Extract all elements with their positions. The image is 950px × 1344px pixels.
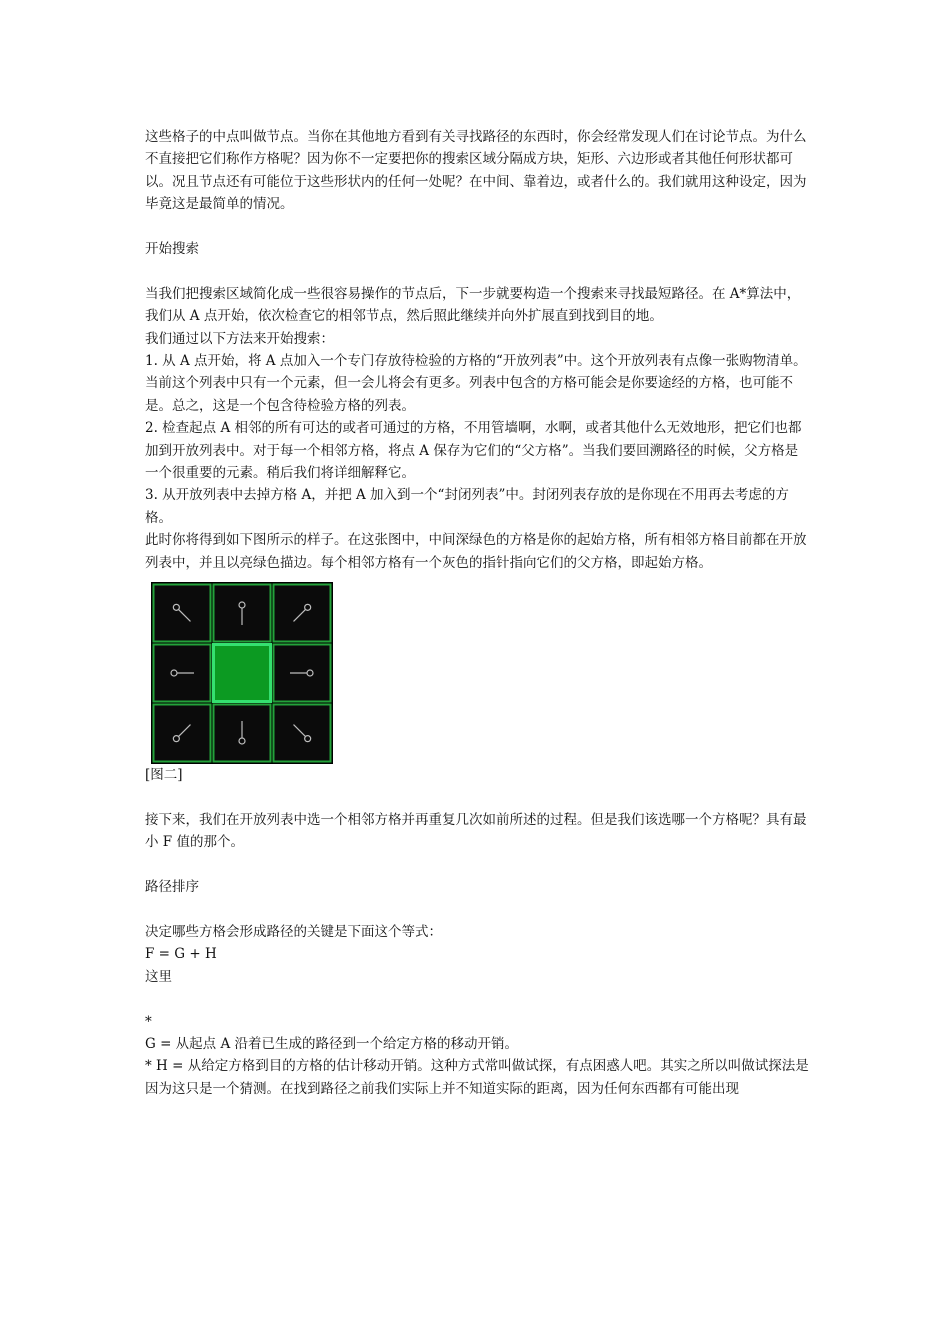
cell-start: [214, 645, 271, 702]
g-definition: G = 从起点 A 沿着已生成的路径到一个给定方格的移动开销。: [145, 1035, 519, 1052]
cell-bottom-left: [154, 705, 211, 762]
paragraph-method-intro: 我们通过以下方法来开始搜索：: [145, 330, 334, 347]
cell-bottom-right: [274, 705, 331, 762]
document-page: [145, 126, 810, 1100]
heading-path-scoring: 路径排序: [145, 879, 199, 896]
cell-left: [154, 645, 211, 702]
heading-start-search: 开始搜索: [145, 241, 199, 258]
cell-top-left: [154, 585, 211, 642]
grid-svg: [151, 582, 333, 764]
h-definition: * H = 从给定方格到目的方格的估计移动开销。这种方式常叫做试探，有点困惑人吧。其实之所以叫做试探法是因为这只是一个猜测。在找到路径之前我们实际上并不知道实际的距离，因为任何东西都有可能出现: [145, 1058, 809, 1097]
cell-top-right: [274, 585, 331, 642]
grid-figure: [151, 582, 333, 764]
step-3: 3. 从开放列表中去掉方格 A，并把 A 加入到一个“封闭列表”中。封闭列表存放的是你现在不用再去考虑的方格。: [145, 487, 789, 526]
paragraph-next-step: 接下来，我们在开放列表中选一个相邻方格并再重复几次如前所述的过程。但是我们该选哪一个方格呢？具有最小 F 值的那个。: [145, 811, 807, 851]
formula: F = G + H: [145, 946, 217, 963]
paragraph-nodes: 这些格子的中点叫做节点。当你在其他地方看到有关寻找路径的东西时，你会经常发现人们在讨论节点。为什么不直接把它们称作方格呢？因为你不一定要把你的搜索区域分隔成方块，矩形、六边形或者其他任何形状都可以。况且节点还有可能位于这些形状内的任何一处呢？在中间、靠着边，或者什么的。我们就用这种设定，因为毕竟这是最简单的情况。: [145, 129, 807, 213]
paragraph-search-intro: 当我们把搜索区域简化成一些很容易操作的节点后，下一步就要构造一个搜索来寻找最短路径。在 A*算法中，我们从 A 点开始，依次检查它的相邻节点，然后照此继续并向外扩展直到找到目的地。: [145, 285, 801, 325]
paragraph-formula-intro: 决定哪些方格会形成路径的关键是下面这个等式：: [145, 923, 442, 940]
cell-bottom: [214, 705, 271, 762]
step-2: 2. 检查起点 A 相邻的所有可达的或者可通过的方格，不用管墙啊，水啊，或者其他什么无效地形，把它们也都加到开放列表中。对于每一个相邻方格，将点 A 保存为它们的“父方格”。当我们要回溯路径的时候，父方格是一个很重要的元素。稍后我们将详细解释它。: [145, 420, 802, 482]
cell-right: [274, 645, 331, 702]
figure-caption: [图二]: [145, 767, 183, 784]
step-1: 1. 从 A 点开始，将 A 点加入一个专门存放待检验的方格的“开放列表”中。这个开放列表有点像一张购物清单。当前这个列表中只有一个元素，但一会儿将会有更多。列表中包含的方格可能会是你要途经的方格，也可能不是。总之，这是一个包含待检验方格的列表。: [145, 353, 807, 414]
cell-top: [214, 585, 271, 642]
paragraph-where: 这里: [145, 968, 172, 985]
paragraph-figure-description: 此时你将得到如下图所示的样子。在这张图中，中间深绿色的方格是你的起始方格，所有相邻方格目前都在开放列表中，并且以亮绿色描边。每个相邻方格有一个灰色的指针指向它们的父方格，即起始方格。: [145, 532, 807, 571]
bullet-marker: *: [145, 1013, 152, 1030]
